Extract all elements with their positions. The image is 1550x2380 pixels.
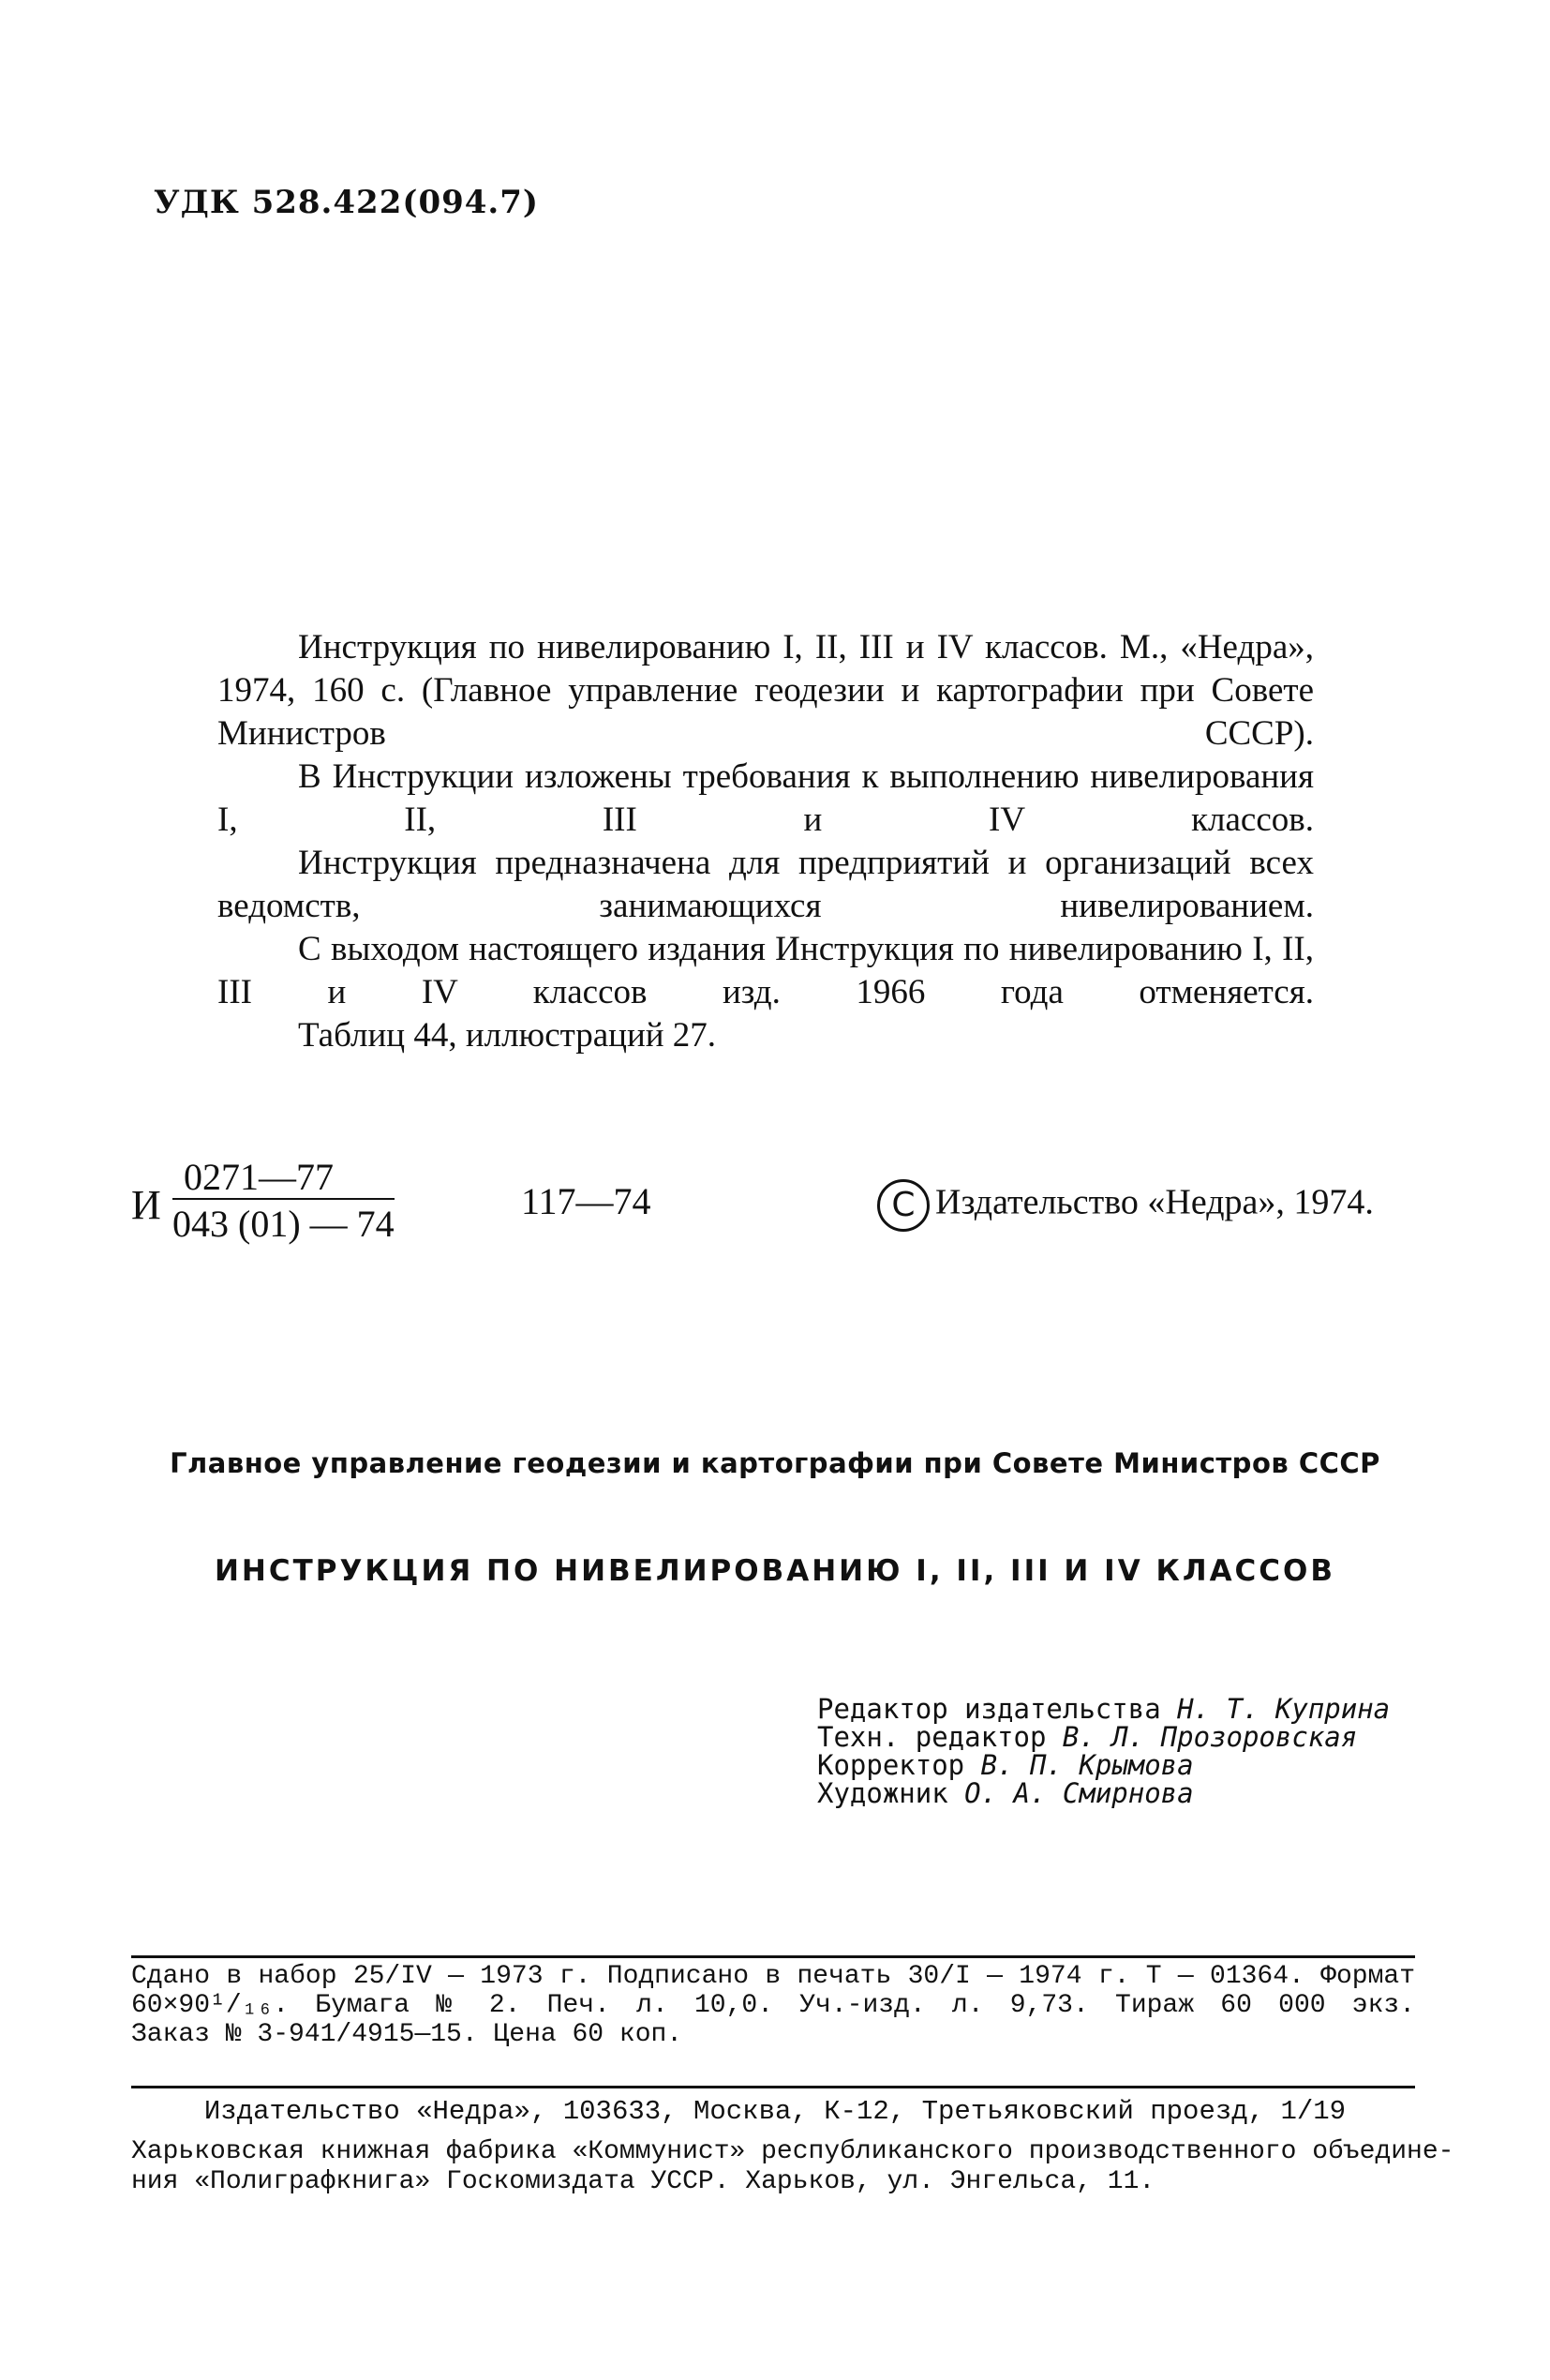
credit-editor: Редактор издательства Н. Т. Куприна [817,1693,1391,1725]
credit-tech-editor: Техн. редактор В. Л. Прозоровская [817,1721,1358,1753]
printer-address: Издательство «Недра», 103633, Москва, К-12, Третьяковский проезд, 1/19 [203,2096,1347,2127]
factory-line: Харьковская книжная фабрика «Коммунист» республиканского производственного объедине- [131,2137,1454,2166]
abstract-paragraph: Инструкция предназначена для предприятий и организаций всех ведомств, занимающихся нивелированием. [217,844,1314,925]
imprint-line: 60×90¹/₁₆. Бумага № 2. Печ. л. 10,0. Уч.-изд. л. 9,73. Тираж 60 000 экз. [131,1991,1415,2020]
index-code-suffix: 117—74 [521,1180,651,1222]
index-denominator: 043 (01) — 74 [172,1198,395,1246]
imprint-line: Сдано в набор 25/IV — 1973 г. Подписано в печать 30/I — 1974 г. Т — 01364. Формат [131,1962,1415,1991]
divider [131,1955,1415,1958]
copyright-icon: C [877,1179,930,1232]
abstract-paragraph: В Инструкции изложены требования к выполнению нивелирования I, II, III и IV классов. [217,757,1314,839]
abstract-paragraph: С выходом настоящего издания Инструкция по нивелированию I, II, III и IV классов изд. 1966 года отменяется. [217,930,1314,1011]
index-letter: И [131,1182,161,1228]
imprint-line: Заказ № 3-941/4915—15. Цена 60 коп. [131,2020,683,2049]
abstract-paragraph: Инструкция по нивелированию I, II, III и IV классов. М., «Недра», 1974, 160 с. (Главное управление геодезии и картографии при Совете Министров СССР). [217,628,1314,753]
factory-line: ния «Полиграфкнига» Госкомиздата УССР. Харьков, ул. Энгельса, 11. [131,2167,1155,2196]
credit-artist: Художник О. А. Смирнова [817,1777,1194,1809]
abstract [217,626,1314,1057]
book-title: ИНСТРУКЦИЯ ПО НИВЕЛИРОВАНИЮ I, II, III И IV КЛАССОВ [214,1554,1336,1588]
imprint [131,1962,1415,2049]
credits [817,1695,1390,1807]
udk-code: УДК 528.422(094.7) [154,184,540,221]
divider [131,2086,1415,2088]
copyright-text: Издательство «Недра», 1974. [935,1182,1374,1222]
copyright [877,1179,1374,1232]
publisher-line: Главное управление геодезии и картографии при Совете Министров СССР [170,1447,1380,1479]
credit-proofreader: Корректор В. П. Крымова [817,1749,1194,1781]
abstract-paragraph: Таблиц 44, иллюстраций 27. [298,1016,717,1055]
index-numerator: 0271—77 [184,1156,334,1198]
factory-info [131,2137,1454,2197]
